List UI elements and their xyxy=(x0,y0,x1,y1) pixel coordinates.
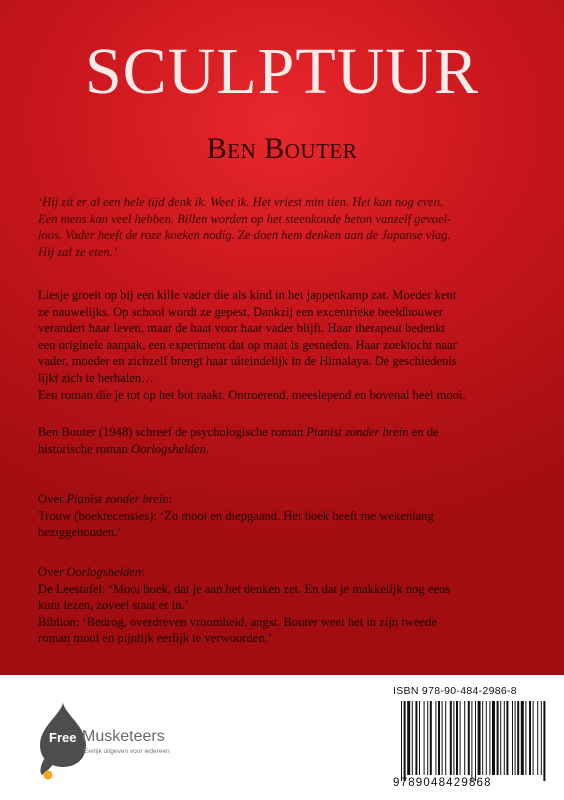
review-line: De Leestafel: ‘Mooi boek, dat je aan het denken zet. En dat je makkelijk nog eens xyxy=(38,581,451,596)
author-bio xyxy=(38,424,524,457)
quote-line: Een mens kan veel hebben. Billen worden op het steenkoude beton vanzelf gevoel- xyxy=(38,211,452,226)
blurb-line: een originele aanpak, een experiment dat op maat is gesneden. Haar zoektocht naar xyxy=(38,337,457,352)
barcode-bars-icon xyxy=(395,701,553,781)
review-line: kunt lezen, zoveel staat er in.’ xyxy=(38,598,189,613)
blurb-line: Een roman die je tot op het bot raakt. Ontroerend, meeslepend en bovenal heel mooi. xyxy=(38,387,466,402)
review-over: Over xyxy=(38,492,67,506)
bottom-strip xyxy=(0,675,564,800)
bio-line xyxy=(38,424,524,441)
review-line: Biblion: ‘Bedrog, overdreven vroomheid, angst. Bouter weet het in zijn tweede xyxy=(38,614,438,629)
excerpt-quote xyxy=(38,194,524,260)
quote-line: Hij zal ze eten.’ xyxy=(38,244,118,259)
ean-digits: 9789048429868 xyxy=(393,777,492,789)
bio-book-title: Oorlogshelden xyxy=(131,441,206,456)
review-section xyxy=(38,491,524,541)
review-over: Over xyxy=(38,565,67,579)
blurb-line: lijkt zich te herhalen… xyxy=(38,370,154,385)
quote-line: ‘Hij zit er al een hele tijd denk ik. Weet ik. Het vriest min tien. Het kan nog even. xyxy=(38,195,444,209)
isbn-number: ISBN 978-90-484-2986-8 xyxy=(393,685,517,697)
bio-text: en de xyxy=(408,425,439,439)
publisher-logo xyxy=(30,695,250,795)
bio-text: . xyxy=(205,441,210,456)
review-colon: : xyxy=(141,565,145,579)
publisher-name-musketeers: Musketeers xyxy=(82,728,165,745)
isbn-barcode xyxy=(393,685,553,795)
bio-line xyxy=(38,441,524,458)
quote-line: loos. Vader heeft de roze koeken nodig. Ze doen hem denken aan de Japanse vlag. xyxy=(38,228,451,243)
blurb-line: vader, moeder en zichzelf brengt haar uiteindelijk in de Himalaya. De geschiedenis xyxy=(38,354,457,369)
bio-book-title: Pianist zonder brein xyxy=(306,425,409,439)
bio-text: historische roman xyxy=(38,441,132,456)
review-heading xyxy=(38,491,524,508)
publisher-tagline: Eerlijk uitgeven voor iedereen xyxy=(84,748,170,755)
review-book-title: Pianist zonder brein xyxy=(66,492,169,506)
book-author: Ben Bouter xyxy=(206,132,358,165)
blurb-line: Liesje groeit op bij een kille vader die als kind in het jappenkamp zat. Moeder kent xyxy=(38,288,457,302)
review-line: beziggehouden.’ xyxy=(38,525,122,540)
review-section xyxy=(38,564,524,647)
blurb-line: verandert haar leven, maar de haat voor haar vader blijft. Haar therapeut bedenkt xyxy=(38,321,445,336)
review-line: Trouw (boekrecensies): ‘Zo mooi en diepgaand. Het boek heeft me wekenlang xyxy=(38,508,434,523)
blurb-line: ze nauwelijks. Op school wordt ze gepest. Dankzij een excentrieke beeldhouwer xyxy=(38,304,443,319)
review-book-title: Oorlogshelden xyxy=(66,565,142,579)
bio-text: Ben Bouter (1948) schreef de psychologische roman xyxy=(38,425,307,439)
blurb xyxy=(38,287,524,403)
review-line: roman mooi en pijnlijk eerlijk te verwoorden.’ xyxy=(38,631,272,646)
review-heading xyxy=(38,564,524,581)
book-title: SCULPTUUR xyxy=(84,35,480,108)
review-colon: : xyxy=(168,492,173,506)
publisher-name-free: Free xyxy=(49,730,77,745)
